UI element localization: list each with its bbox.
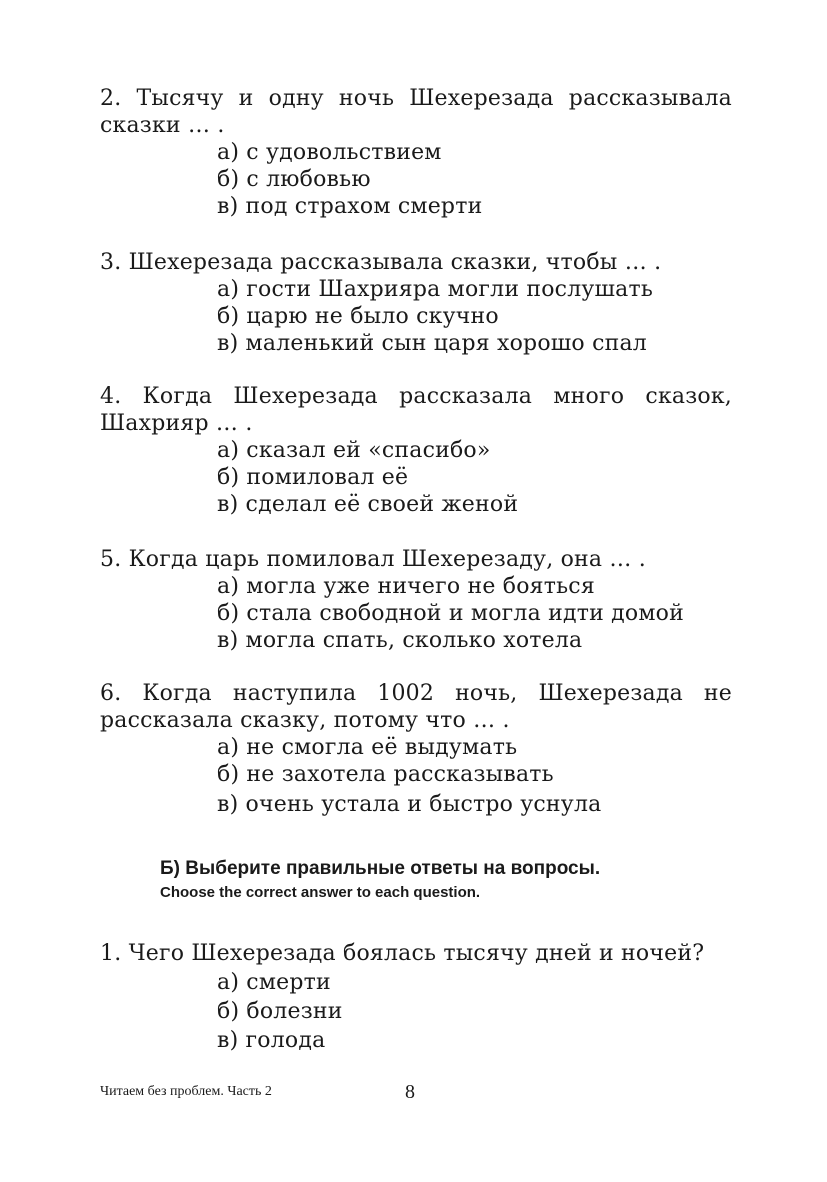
option-b[interactable]: б) стала свободной и могла идти домой (217, 601, 684, 626)
section-title-ru: Б) Выберите правильные ответы на вопросы. (160, 858, 601, 879)
section-title-en: Choose the correct answer to each question. (160, 884, 481, 901)
footer-book-title: Читаем без проблем. Часть 2 (100, 1084, 272, 1099)
answer-options (100, 734, 732, 818)
question-6 (100, 680, 732, 818)
answer-options (100, 437, 732, 518)
option-a[interactable]: а) гости Шахрияра могли послушать (217, 277, 654, 302)
option-v[interactable]: в) голода (217, 1028, 326, 1053)
question-stem: 6. Когда наступила 1002 ночь, Шехерезада не рассказала сказку, потому что … . (100, 681, 732, 733)
question-stem: 1. Чего Шехерезада боялась тысячу дней и ночей? (100, 941, 705, 966)
option-a[interactable]: а) с удовольствием (217, 140, 442, 165)
answer-options (100, 968, 732, 1055)
option-a[interactable]: а) смерти (217, 970, 331, 995)
option-a[interactable]: а) сказал ей «спасибо» (217, 438, 491, 463)
answer-options (100, 139, 732, 220)
option-v[interactable]: в) под страхом смерти (217, 194, 483, 219)
question-b-1 (100, 939, 732, 1055)
option-v[interactable]: в) очень устала и быстро уснула (217, 792, 602, 817)
option-b[interactable]: б) царю не было скучно (217, 304, 499, 329)
question-4 (100, 383, 732, 518)
option-b[interactable]: б) с любовью (217, 167, 371, 192)
option-v[interactable]: в) сделал её своей женой (217, 492, 519, 517)
option-b[interactable]: б) не захотела рассказывать (217, 762, 554, 787)
option-a[interactable]: а) не смогла её выдумать (217, 735, 518, 760)
answer-options (100, 573, 732, 654)
page-number: 8 (405, 1081, 415, 1103)
question-stem: 2. Тысячу и одну ночь Шехерезада рассказывала сказки … . (100, 86, 732, 138)
question-2 (100, 85, 732, 220)
option-v[interactable]: в) маленький сын царя хорошо спал (217, 331, 647, 356)
question-stem: 5. Когда царь помиловал Шехерезаду, она … . (100, 547, 646, 572)
answer-options (100, 276, 732, 357)
question-stem: 3. Шехерезада рассказывала сказки, чтобы … . (100, 250, 662, 275)
question-3 (100, 249, 732, 357)
option-b[interactable]: б) помиловал её (217, 465, 409, 490)
option-v[interactable]: в) могла спать, сколько хотела (217, 628, 583, 653)
question-stem: 4. Когда Шехерезада рассказала много сказок, Шахрияр … . (100, 384, 732, 436)
option-a[interactable]: а) могла уже ничего не бояться (217, 574, 595, 599)
option-b[interactable]: б) болезни (217, 999, 343, 1024)
section-b-header (160, 856, 600, 904)
question-5 (100, 546, 732, 654)
